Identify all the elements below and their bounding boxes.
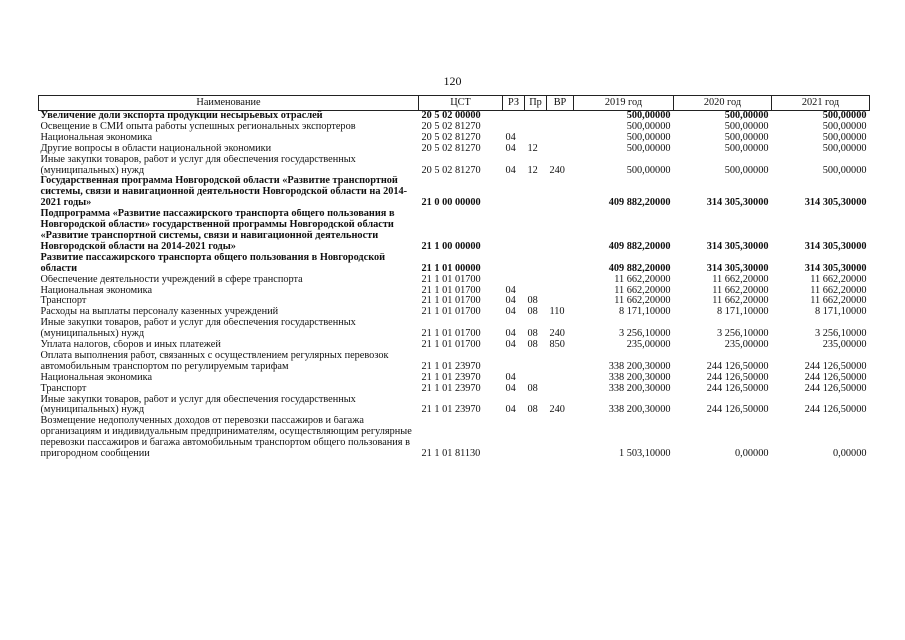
- cell-vr: [547, 296, 574, 307]
- header-2019: 2019 год: [574, 96, 674, 111]
- cell-vr: [547, 416, 574, 460]
- cell-2019: 500,00000: [626, 121, 671, 132]
- cell-name: Национальная экономика: [40, 372, 153, 383]
- cell-2021: 11 662,20000: [810, 285, 867, 296]
- cell-vr: [547, 351, 574, 373]
- cell-csr: 21 1 01 23970: [421, 372, 481, 383]
- cell-2020: 314 305,30000: [706, 262, 769, 274]
- cell-2020: 314 305,30000: [706, 240, 769, 252]
- cell-csr: 21 0 00 00000: [421, 197, 481, 209]
- cell-2019: 500,00000: [626, 132, 671, 143]
- table-row: [39, 253, 870, 275]
- cell-rz: [503, 111, 525, 122]
- cell-vr: [547, 275, 574, 286]
- header-2020: 2020 год: [674, 96, 772, 111]
- cell-csr: 21 1 01 01700: [421, 328, 481, 340]
- header-vr: ВР: [547, 96, 574, 111]
- header-csr: ЦСТ: [419, 96, 503, 111]
- cell-csr: 21 1 01 01700: [421, 307, 481, 318]
- cell-2019: 500,00000: [626, 110, 671, 121]
- cell-name: Уплата налогов, сборов и иных платежей: [40, 340, 221, 351]
- cell-rz: 04: [505, 285, 516, 296]
- table-row: [39, 133, 870, 144]
- table-row: [39, 111, 870, 122]
- cell-2021: 11 662,20000: [810, 296, 867, 307]
- cell-2021: 500,00000: [822, 132, 867, 143]
- header-2021: 2021 год: [772, 96, 870, 111]
- cell-2021: 244 126,50000: [804, 404, 867, 416]
- cell-2021: 235,00000: [822, 340, 867, 351]
- cell-rz: 04: [505, 383, 516, 394]
- cell-name: Транспорт: [40, 383, 87, 394]
- table-row: [39, 144, 870, 155]
- cell-rz: [503, 253, 525, 275]
- cell-vr: [547, 176, 574, 209]
- cell-pr: [525, 351, 547, 373]
- cell-2020: 500,00000: [724, 132, 769, 143]
- header-rz: РЗ: [503, 96, 525, 111]
- cell-name: Расходы на выплаты персоналу казенных учреждений: [40, 307, 279, 318]
- cell-pr: [525, 122, 547, 133]
- cell-name: Увеличение доли экспорта продукции несырьевых отраслей: [40, 110, 323, 121]
- cell-vr: [547, 286, 574, 297]
- table-row: [39, 176, 870, 209]
- cell-pr: 12: [527, 143, 538, 154]
- table-row: [39, 340, 870, 351]
- cell-csr: 21 1 01 01700: [421, 285, 481, 296]
- cell-2021: 500,00000: [822, 110, 867, 121]
- table-body: [39, 111, 870, 461]
- cell-name: Транспорт: [40, 296, 87, 307]
- cell-name: Государственная программа Новгородской области «Развитие транспортной системы, связи и навигационной деятельности Новгородской области на 2014-2021 годы»: [40, 176, 408, 209]
- cell-name: Иные закупки товаров, работ и услуг для обеспечения государственных (муниципальных) нужд: [40, 154, 356, 176]
- cell-rz: 04: [505, 143, 516, 154]
- cell-rz: [503, 351, 525, 373]
- cell-name: Возмещение недополученных доходов от перевозки пассажиров и багажа организациям и индивидуальным предпринимателям, осуществляющим регулярные перевозки пассажиров и багажа автомобильным транспортом общего пользования в пригородном сообщении: [40, 416, 412, 460]
- cell-2019: 500,00000: [626, 164, 671, 176]
- cell-rz: [503, 275, 525, 286]
- cell-pr: 08: [527, 340, 538, 351]
- cell-2019: 8 171,10000: [619, 307, 671, 318]
- cell-csr: 20 5 02 81270: [421, 143, 481, 154]
- cell-2021: 8 171,10000: [815, 307, 867, 318]
- cell-name: Национальная экономика: [40, 285, 153, 296]
- cell-2019: 11 662,20000: [614, 296, 671, 307]
- cell-rz: [503, 209, 525, 253]
- cell-2020: 244 126,50000: [706, 404, 769, 416]
- cell-2019: 11 662,20000: [614, 274, 671, 285]
- cell-name: Иные закупки товаров, работ и услуг для обеспечения государственных (муниципальных) нужд: [40, 394, 356, 416]
- cell-csr: 21 1 01 23970: [421, 360, 481, 372]
- cell-rz: 04: [505, 328, 516, 340]
- cell-csr: 21 1 01 23970: [421, 404, 481, 416]
- cell-vr: 240: [549, 328, 565, 340]
- cell-2019: 3 256,10000: [619, 328, 671, 340]
- cell-2021: 314 305,30000: [804, 262, 867, 274]
- cell-2019: 409 882,20000: [608, 240, 671, 252]
- cell-name: Иные закупки товаров, работ и услуг для обеспечения государственных (муниципальных) нужд: [40, 318, 356, 340]
- cell-2020: 500,00000: [724, 121, 769, 132]
- cell-pr: [525, 286, 547, 297]
- cell-2020: 11 662,20000: [712, 296, 769, 307]
- cell-2021: 314 305,30000: [804, 240, 867, 252]
- cell-csr: 20 5 02 00000: [421, 110, 481, 121]
- cell-2019: 338 200,30000: [608, 404, 671, 416]
- cell-vr: [547, 122, 574, 133]
- cell-2020: 500,00000: [724, 164, 769, 176]
- cell-pr: 08: [527, 404, 538, 416]
- cell-2021: 244 126,50000: [804, 360, 867, 372]
- cell-2020: 244 126,50000: [706, 360, 769, 372]
- header-pr: Пр: [525, 96, 547, 111]
- cell-2019: 338 200,30000: [608, 372, 671, 383]
- cell-pr: 08: [527, 307, 538, 318]
- cell-csr: 21 1 01 23970: [421, 383, 481, 394]
- cell-rz: 04: [505, 404, 516, 416]
- cell-2021: 244 126,50000: [804, 372, 867, 383]
- cell-2020: 0,00000: [735, 448, 769, 460]
- cell-csr: 21 1 01 81130: [421, 448, 481, 460]
- cell-vr: 240: [549, 164, 565, 176]
- cell-name: Подпрограмма «Развитие пассажирского транспорта общего пользования в Новгородской области» государственной программы Новгородской области «Развитие транспортной системы, связи и навигационной деятельности Новгородской области на 2014-2021 годы»: [40, 209, 395, 252]
- table-row: [39, 351, 870, 373]
- table-row: [39, 416, 870, 460]
- cell-vr: 240: [549, 404, 565, 416]
- cell-2020: 235,00000: [724, 340, 769, 351]
- table-header: [39, 96, 870, 111]
- table-row: [39, 275, 870, 286]
- cell-2021: 314 305,30000: [804, 197, 867, 209]
- cell-2020: 3 256,10000: [717, 328, 769, 340]
- table-row: [39, 373, 870, 384]
- cell-name: Оплата выполнения работ, связанных с осуществлением регулярных перевозок автомобильным транспортом по регулируемым тарифам: [40, 350, 389, 372]
- cell-vr: [547, 384, 574, 395]
- cell-csr: 21 1 01 01700: [421, 274, 481, 285]
- cell-2020: 11 662,20000: [712, 285, 769, 296]
- cell-pr: [525, 275, 547, 286]
- cell-csr: 20 5 02 81270: [421, 132, 481, 143]
- table-row: [39, 122, 870, 133]
- table-row: [39, 384, 870, 395]
- cell-rz: 04: [505, 132, 516, 143]
- cell-2019: 1 503,10000: [619, 448, 671, 460]
- cell-vr: [547, 373, 574, 384]
- cell-2021: 500,00000: [822, 143, 867, 154]
- table-row: [39, 318, 870, 340]
- cell-pr: 08: [527, 328, 538, 340]
- table-row: [39, 286, 870, 297]
- table-row: [39, 307, 870, 318]
- cell-name: Национальная экономика: [40, 132, 153, 143]
- cell-2019: 409 882,20000: [608, 262, 671, 274]
- cell-pr: [525, 253, 547, 275]
- cell-vr: [547, 144, 574, 155]
- cell-2019: 500,00000: [626, 143, 671, 154]
- page-number: 120: [443, 74, 462, 88]
- cell-rz: [503, 176, 525, 209]
- cell-2019: 11 662,20000: [614, 285, 671, 296]
- cell-rz: 04: [505, 340, 516, 351]
- cell-2020: 500,00000: [724, 110, 769, 121]
- cell-vr: [547, 133, 574, 144]
- cell-2019: 338 200,30000: [608, 360, 671, 372]
- cell-2021: 0,00000: [833, 448, 867, 460]
- budget-table: [38, 95, 870, 460]
- cell-2019: 338 200,30000: [608, 383, 671, 394]
- cell-2021: 244 126,50000: [804, 383, 867, 394]
- cell-rz: 04: [505, 296, 516, 307]
- cell-2020: 244 126,50000: [706, 372, 769, 383]
- table-row: [39, 395, 870, 417]
- cell-vr: [547, 209, 574, 253]
- cell-pr: 08: [527, 383, 538, 394]
- table-row: [39, 296, 870, 307]
- cell-rz: [503, 416, 525, 460]
- cell-name: Обеспечение деятельности учреждений в сфере транспорта: [40, 274, 303, 285]
- cell-pr: [525, 133, 547, 144]
- cell-pr: 08: [527, 296, 538, 307]
- cell-vr: 850: [549, 340, 565, 351]
- cell-vr: [547, 111, 574, 122]
- cell-vr: [547, 253, 574, 275]
- cell-pr: [525, 416, 547, 460]
- cell-2020: 8 171,10000: [717, 307, 769, 318]
- cell-csr: 20 5 02 81270: [421, 121, 481, 132]
- cell-vr: 110: [549, 307, 565, 318]
- cell-csr: 21 1 00 00000: [421, 240, 481, 252]
- cell-2020: 244 126,50000: [706, 383, 769, 394]
- cell-2020: 11 662,20000: [712, 274, 769, 285]
- cell-csr: 21 1 01 01700: [421, 296, 481, 307]
- cell-2021: 11 662,20000: [810, 274, 867, 285]
- cell-2020: 500,00000: [724, 143, 769, 154]
- cell-rz: [503, 122, 525, 133]
- cell-csr: 21 1 01 01700: [421, 340, 481, 351]
- cell-rz: 04: [505, 164, 516, 176]
- table-row: [39, 209, 870, 253]
- cell-name: Развитие пассажирского транспорта общего пользования в Новгородской области: [40, 252, 386, 274]
- cell-2019: 409 882,20000: [608, 197, 671, 209]
- cell-pr: [525, 373, 547, 384]
- cell-2019: 235,00000: [626, 340, 671, 351]
- table-row: [39, 155, 870, 177]
- cell-rz: 04: [505, 307, 516, 318]
- cell-csr: 20 5 02 81270: [421, 164, 481, 176]
- cell-pr: 12: [527, 164, 538, 176]
- cell-2021: 3 256,10000: [815, 328, 867, 340]
- cell-csr: 21 1 01 00000: [421, 262, 481, 274]
- cell-name: Освещение в СМИ опыта работы успешных региональных экспортеров: [40, 121, 356, 132]
- cell-rz: 04: [505, 372, 516, 383]
- cell-name: Другие вопросы в области национальной экономики: [40, 143, 272, 154]
- cell-pr: [525, 176, 547, 209]
- cell-2021: 500,00000: [822, 121, 867, 132]
- header-name: Наименование: [39, 96, 419, 111]
- cell-pr: [525, 209, 547, 253]
- cell-2021: 500,00000: [822, 164, 867, 176]
- cell-2020: 314 305,30000: [706, 197, 769, 209]
- cell-pr: [525, 111, 547, 122]
